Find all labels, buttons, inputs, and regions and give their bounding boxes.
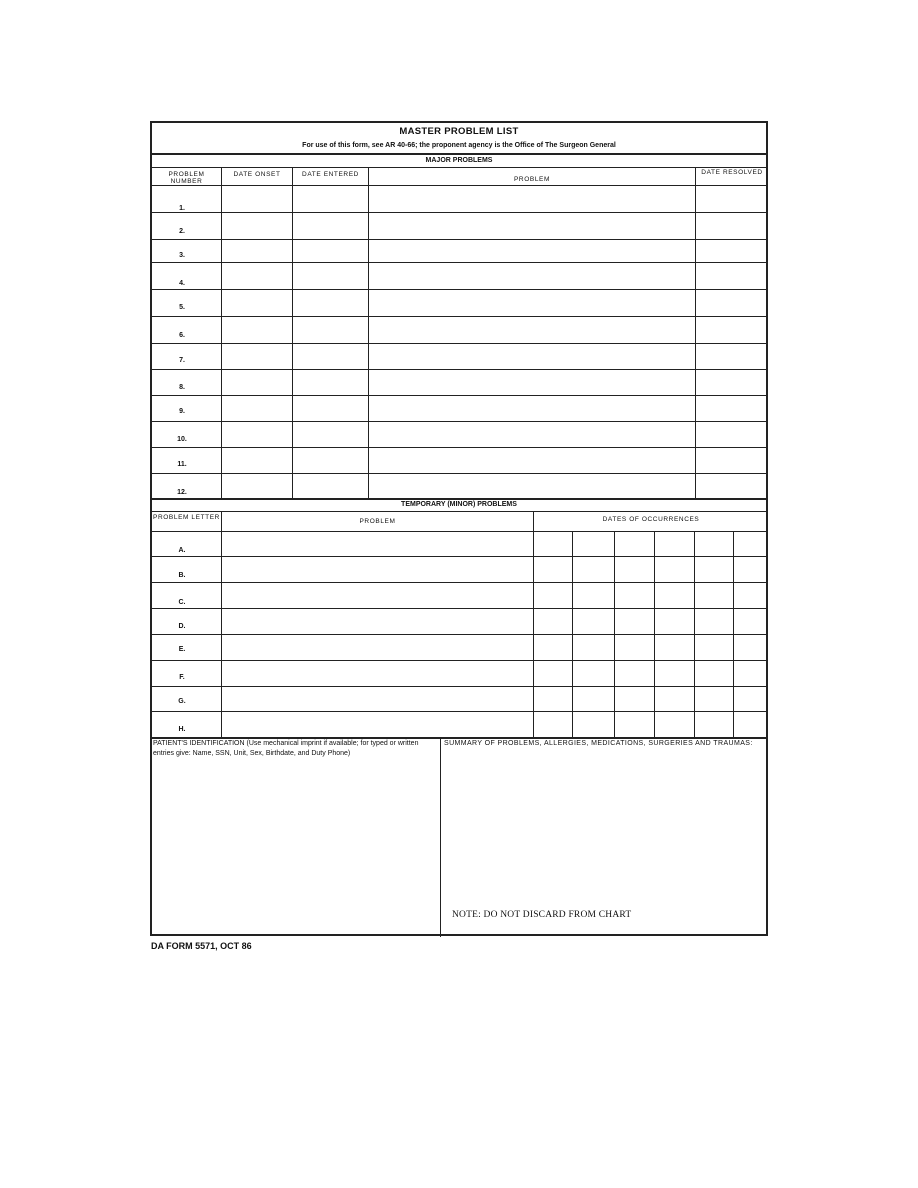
row-line bbox=[152, 289, 766, 290]
row-line bbox=[152, 556, 766, 557]
row-line bbox=[152, 582, 766, 583]
column-line bbox=[368, 167, 369, 498]
form-number: DA FORM 5571, OCT 86 bbox=[151, 941, 252, 951]
row-line bbox=[152, 447, 766, 448]
minor-problems-title: TEMPORARY (MINOR) PROBLEMS bbox=[401, 501, 517, 508]
header-date-entered: DATE ENTERED bbox=[302, 171, 359, 178]
major-row-label: 4. bbox=[179, 280, 185, 287]
major-row-label: 9. bbox=[179, 408, 185, 415]
major-row-label: 1. bbox=[179, 205, 185, 212]
row-line bbox=[152, 239, 766, 240]
column-line bbox=[292, 167, 293, 498]
column-line bbox=[614, 531, 615, 737]
discard-note: NOTE: DO NOT DISCARD FROM CHART bbox=[452, 910, 632, 920]
column-line bbox=[221, 511, 222, 737]
minor-row-label: E. bbox=[178, 646, 186, 653]
minor-row-label: H. bbox=[178, 726, 186, 733]
divider bbox=[152, 167, 766, 168]
minor-row-label: C. bbox=[178, 599, 186, 606]
major-row-label: 2. bbox=[179, 228, 185, 235]
row-line bbox=[152, 634, 766, 635]
minor-row-label: A. bbox=[178, 547, 186, 554]
row-line bbox=[152, 686, 766, 687]
column-line bbox=[695, 167, 696, 498]
column-line bbox=[572, 531, 573, 737]
row-line bbox=[152, 369, 766, 370]
row-line bbox=[152, 421, 766, 422]
divider bbox=[152, 511, 766, 512]
column-line bbox=[654, 531, 655, 737]
divider bbox=[152, 498, 766, 500]
minor-row-label: B. bbox=[178, 572, 186, 579]
header-dates-of-occurrences: DATES OF OCCURRENCES bbox=[602, 516, 700, 523]
column-line bbox=[694, 531, 695, 737]
divider bbox=[152, 153, 766, 155]
row-line bbox=[152, 711, 766, 712]
minor-row-label: D. bbox=[178, 623, 186, 630]
header-problem-number: PROBLEM NUMBER bbox=[168, 171, 205, 185]
major-row-label: 6. bbox=[179, 332, 185, 339]
header-date-resolved: DATE RESOLVED bbox=[701, 169, 763, 176]
row-line bbox=[152, 660, 766, 661]
minor-row-label: G. bbox=[178, 698, 186, 705]
major-row-label: 11. bbox=[177, 461, 187, 468]
major-row-label: 12. bbox=[177, 489, 187, 496]
header-date-onset: DATE ONSET bbox=[233, 171, 281, 178]
form-title: MASTER PROBLEM LIST bbox=[399, 126, 519, 137]
major-row-label: 7. bbox=[179, 357, 185, 364]
patient-identification-label: PATIENT'S IDENTIFICATION (Use mechanical imprint if available; for typed or written entries give: Name, SSN, Unit, Sex, Birthdate, and Duty Phone) bbox=[153, 740, 419, 758]
major-row-label: 10. bbox=[177, 436, 187, 443]
major-row-label: 3. bbox=[179, 252, 185, 259]
divider bbox=[152, 185, 766, 186]
major-row-label: 5. bbox=[179, 304, 185, 311]
form-subtitle: For use of this form, see AR 40-66; the proponent agency is the Office of The Surgeon General bbox=[302, 142, 616, 149]
row-line bbox=[152, 212, 766, 213]
row-line bbox=[152, 395, 766, 396]
minor-row-label: F. bbox=[179, 674, 185, 681]
major-problems-title: MAJOR PROBLEMS bbox=[425, 157, 493, 164]
divider bbox=[152, 531, 766, 532]
header-problem-letter: PROBLEM LETTER bbox=[153, 514, 220, 521]
master-problem-list-form bbox=[150, 121, 768, 936]
column-line bbox=[440, 737, 441, 937]
row-line bbox=[152, 473, 766, 474]
header-problem: PROBLEM bbox=[514, 176, 550, 183]
summary-label: SUMMARY OF PROBLEMS, ALLERGIES, MEDICATIONS, SURGERIES AND TRAUMAS: bbox=[444, 740, 753, 747]
row-line bbox=[152, 343, 766, 344]
column-line bbox=[733, 531, 734, 737]
header-minor-problem: PROBLEM bbox=[359, 518, 396, 525]
column-line bbox=[533, 511, 534, 737]
row-line bbox=[152, 262, 766, 263]
major-row-label: 8. bbox=[179, 384, 185, 391]
column-line bbox=[221, 167, 222, 498]
row-line bbox=[152, 608, 766, 609]
row-line bbox=[152, 316, 766, 317]
